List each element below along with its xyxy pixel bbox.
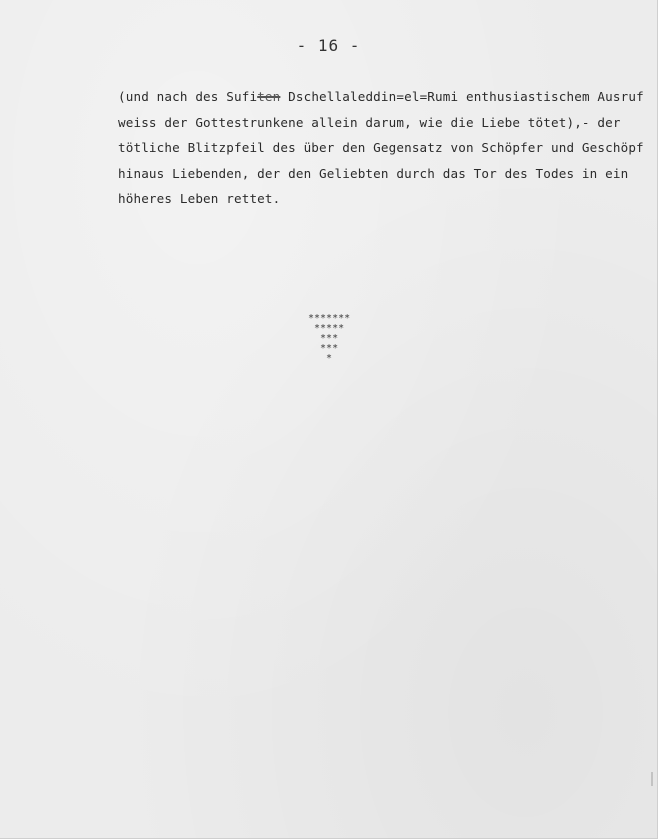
text-line-1-word-prefix: Sufi (226, 89, 258, 104)
text-line-1-start: (und nach des (118, 89, 227, 104)
margin-mark (651, 772, 653, 786)
asterisk-ornament (308, 314, 368, 364)
ornament-row: * (308, 353, 333, 364)
ornament-row: ******* (308, 313, 351, 324)
text-line-1 (118, 84, 648, 110)
text-line-1-end: Dschellaleddin=el=Rumi enthusiastischem Ausruf (280, 89, 644, 104)
text-line-5: höheres Leben rettet. (118, 191, 281, 207)
text-line-2: weiss der Gottestrunkene allein darum, wie die Liebe tötet),- der (118, 114, 621, 130)
page-number: - 16 - (296, 36, 361, 55)
text-line-4: hinaus Liebenden, der den Geliebten durch das Tor des Todes in ein (118, 165, 629, 181)
body-paragraph (118, 84, 648, 212)
ornament-row: ***** (308, 323, 345, 334)
struck-out-text: ten (257, 89, 281, 104)
ornament-row: *** (308, 333, 339, 344)
ornament-row: *** (308, 343, 339, 354)
text-line-3: tötliche Blitzpfeil des über den Gegensatz von Schöpfer und Geschöpf (118, 140, 644, 156)
